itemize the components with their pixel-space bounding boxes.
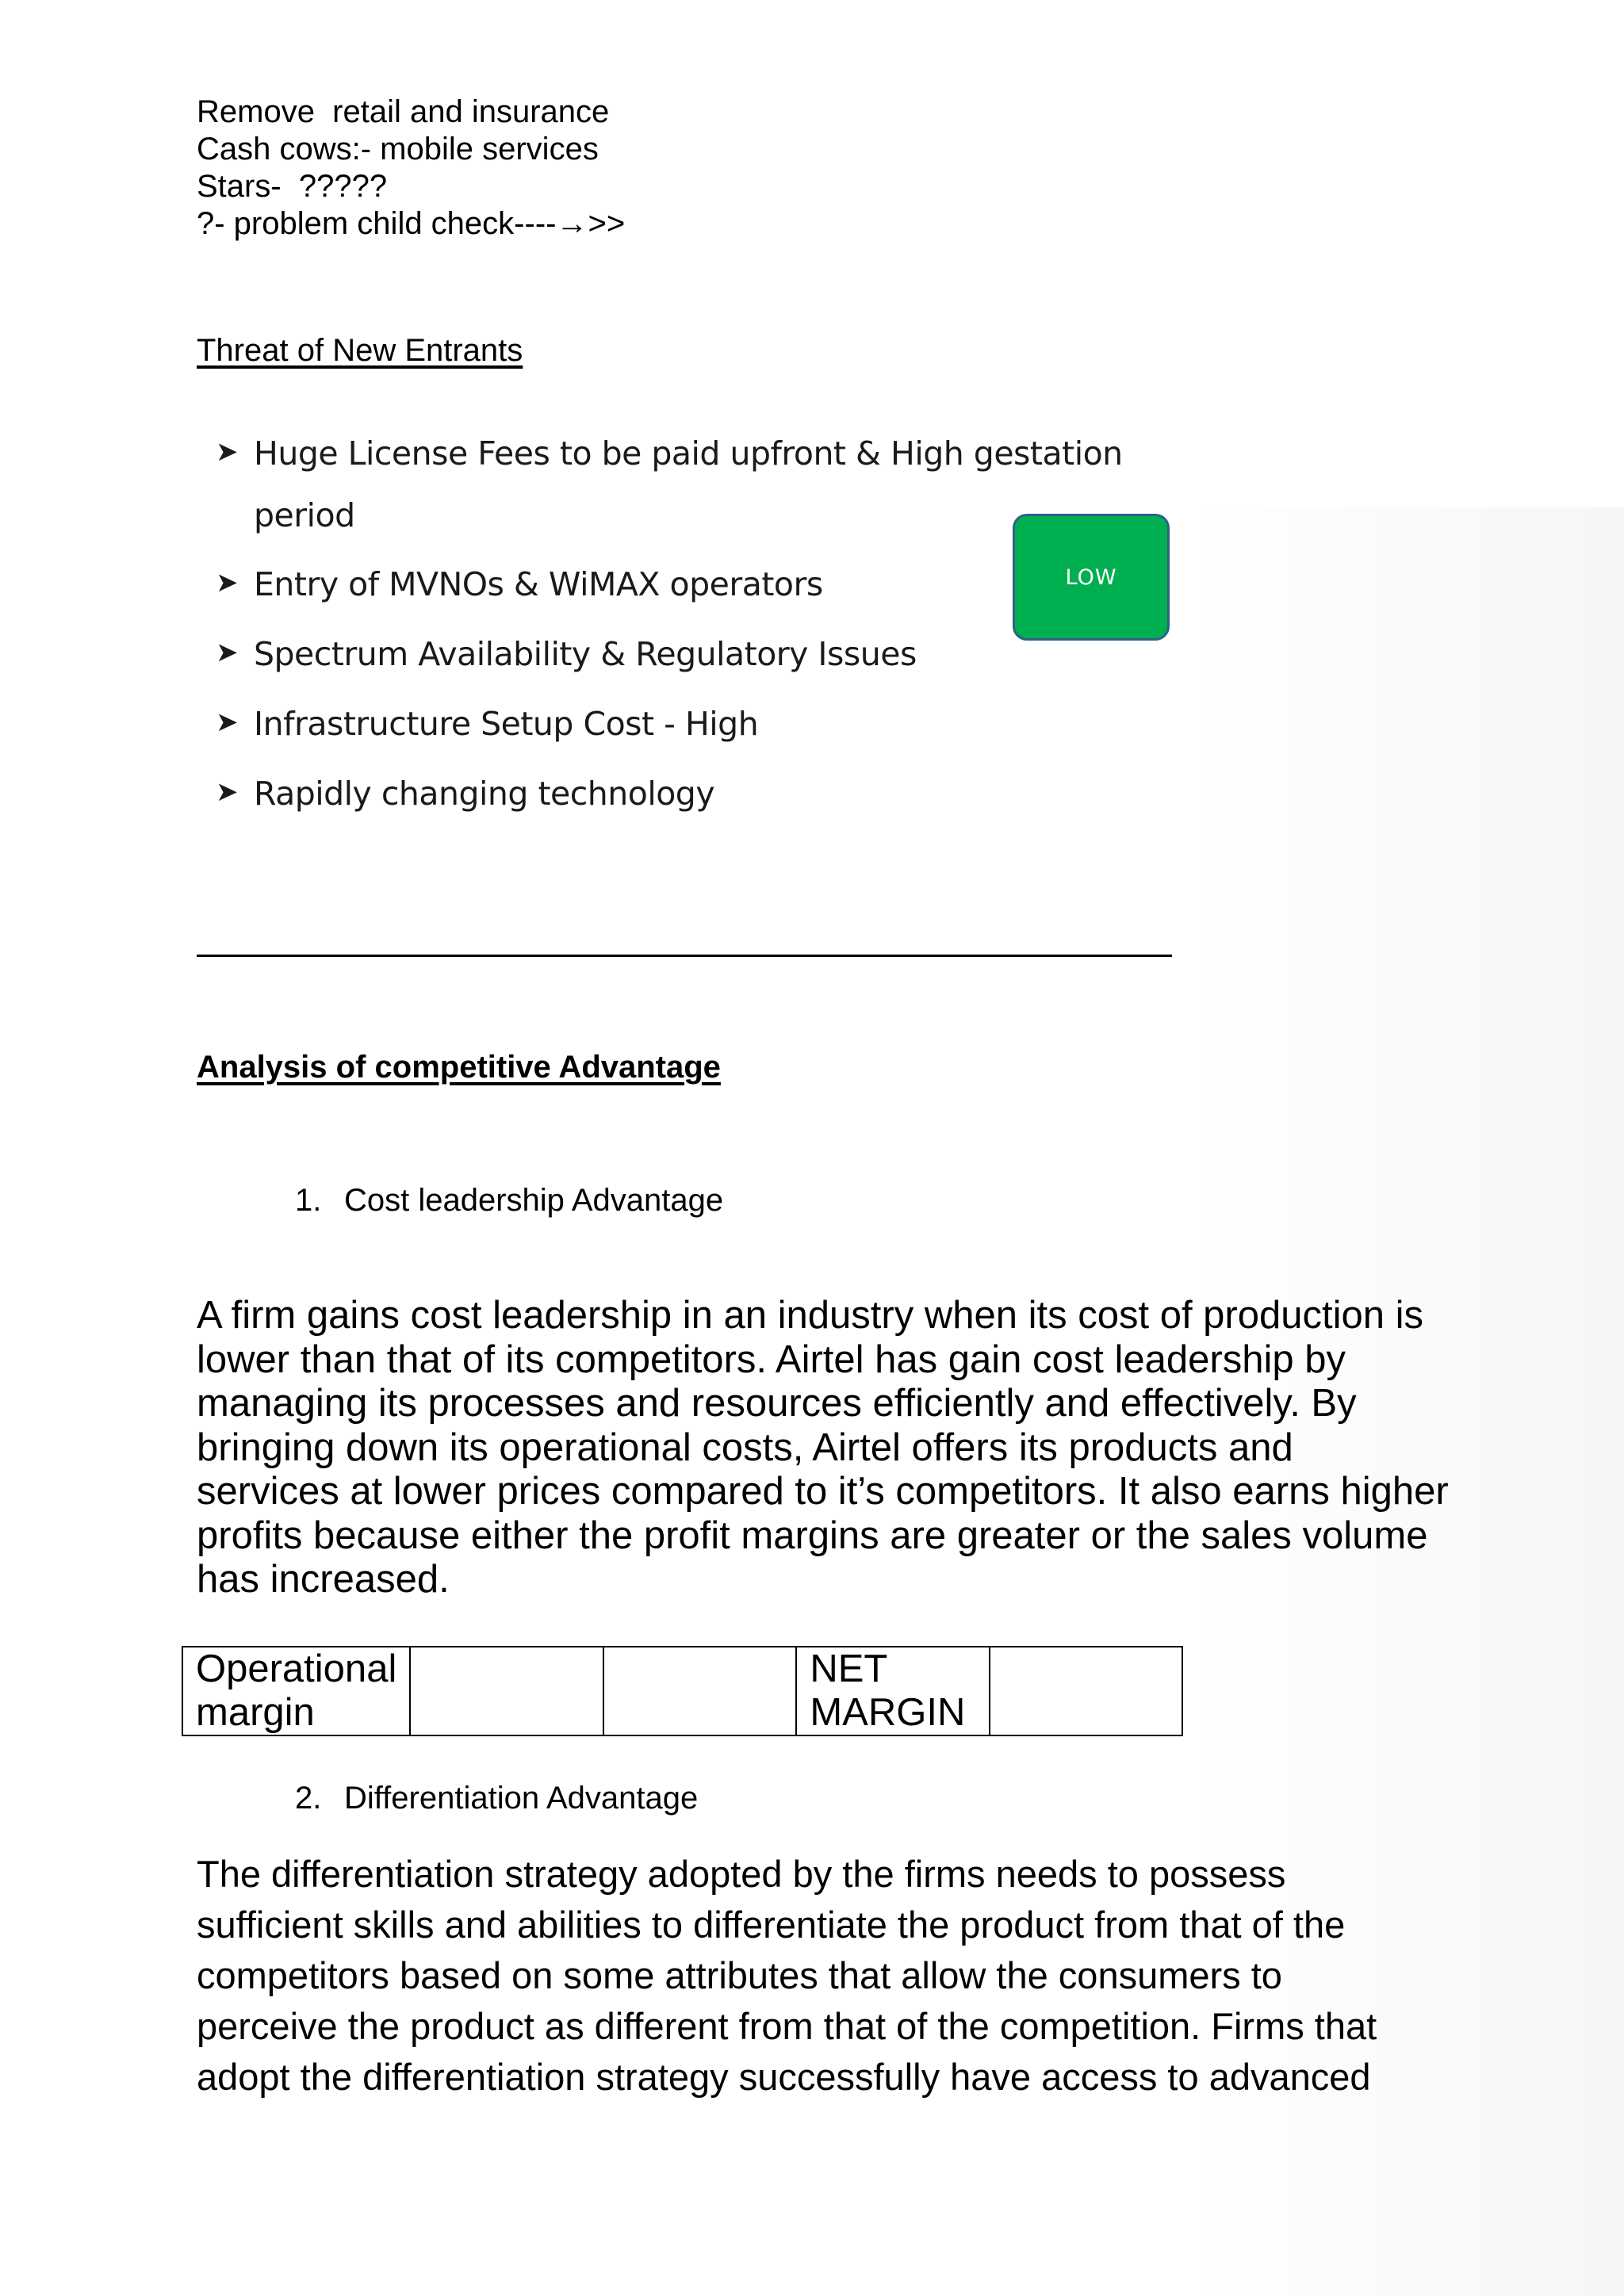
paragraph-line: adopt the differentiation strategy successfully have access to advanced [197,2056,1371,2098]
arrowhead-bullet-icon: ➤ [216,637,238,668]
item-label: Cost leadership Advantage [344,1183,724,1218]
note-line: Cash cows:- mobile services [197,132,599,166]
paragraph-line: services at lower prices compared to it’s competitors. It also earns higher [197,1470,1449,1513]
note-line: Stars- ????? [197,169,388,204]
table-cell [603,1647,796,1735]
notes-block [197,94,625,243]
analysis-heading: Analysis of competitive Advantage [197,1050,721,1085]
arrowhead-bullet-icon: ➤ [216,567,238,599]
item-number: 1. [295,1183,322,1218]
paragraph-line: managing its processes and resources efficiently and effectively. By [197,1382,1357,1425]
paragraph-line: perceive the product as different from that of the competition. Firms that [197,2005,1377,2047]
paragraph-line: profits because either the profit margins are greater or the sales volume [197,1513,1428,1557]
paragraph-line: has increased. [197,1558,450,1601]
margin-table [182,1646,1183,1736]
paragraph-line: The differentiation strategy adopted by the firms needs to possess [197,1853,1286,1895]
paragraph-line: lower than that of its competitors. Airtel has gain cost leadership by [197,1337,1346,1381]
table-cell: NET MARGIN [796,1647,990,1735]
item-number: 2. [295,1781,322,1816]
document-page: Remove retail and insurance Cash cows:- mobile services Stars- ????? ?- problem child check----→>> Threat of New Entrants ➤ Huge License Fees to be paid upfront & High gestation period ➤ Entry of MVNOs & WiMAX operators ➤ Spectrum Availability & Regulatory Issues ➤ Infrastructure Setup Cost - High ➤ Rapidly changing technology LOW Analysis of competitive Advantage 1. Cost leadership Advantage A firm gains cost leadership in an industry when its cost of production is lower than that of its competitors. Airtel has gain cost leadership by managing its processes and resources efficiently and effectively. By bringing down its operational costs, Airtel offers its products and services at lower prices compared to it’s competitors. It also earns higher profits because either the profit margins are greater or the sales volume has increased. Operational margin NET MARGIN 2. Differentiation Advantage The differentiation strategy adopted by the firms needs to possess sufficient skills and abilities to differentiate the product from that of the competitors based on some attributes that allow the consumers to perceive the product as different from that of the competition. Firms that adopt the differentiation strategy successfully have access to advanced [0,0,1624,2296]
paragraph-line: A firm gains cost leadership in an industry when its cost of production is [197,1294,1423,1337]
note-line: Remove retail and insurance [197,94,610,129]
table-cell: Operational margin [182,1647,410,1735]
arrowhead-bullet-icon: ➤ [216,776,238,808]
cost-leadership-paragraph [197,1294,1450,1602]
note-line: ?- problem child check----→>> [197,206,626,241]
paragraph-line: sufficient skills and abilities to differentiate the product from that of the [197,1904,1346,1946]
paragraph-line: competitors based on some attributes that allow the consumers to [197,1954,1282,1996]
table-cell [410,1647,603,1735]
table-row [182,1647,1182,1735]
differentiation-paragraph [197,1849,1450,2103]
arrowhead-bullet-icon: ➤ [216,706,238,738]
table-cell [990,1647,1182,1735]
rating-badge: LOW [1013,514,1170,641]
paragraph-line: bringing down its operational costs, Airtel offers its products and [197,1425,1293,1469]
arrowhead-bullet-icon: ➤ [216,436,238,468]
horizontal-rule [197,955,1172,957]
item-label: Differentiation Advantage [344,1781,699,1816]
threat-heading: Threat of New Entrants [197,333,523,368]
